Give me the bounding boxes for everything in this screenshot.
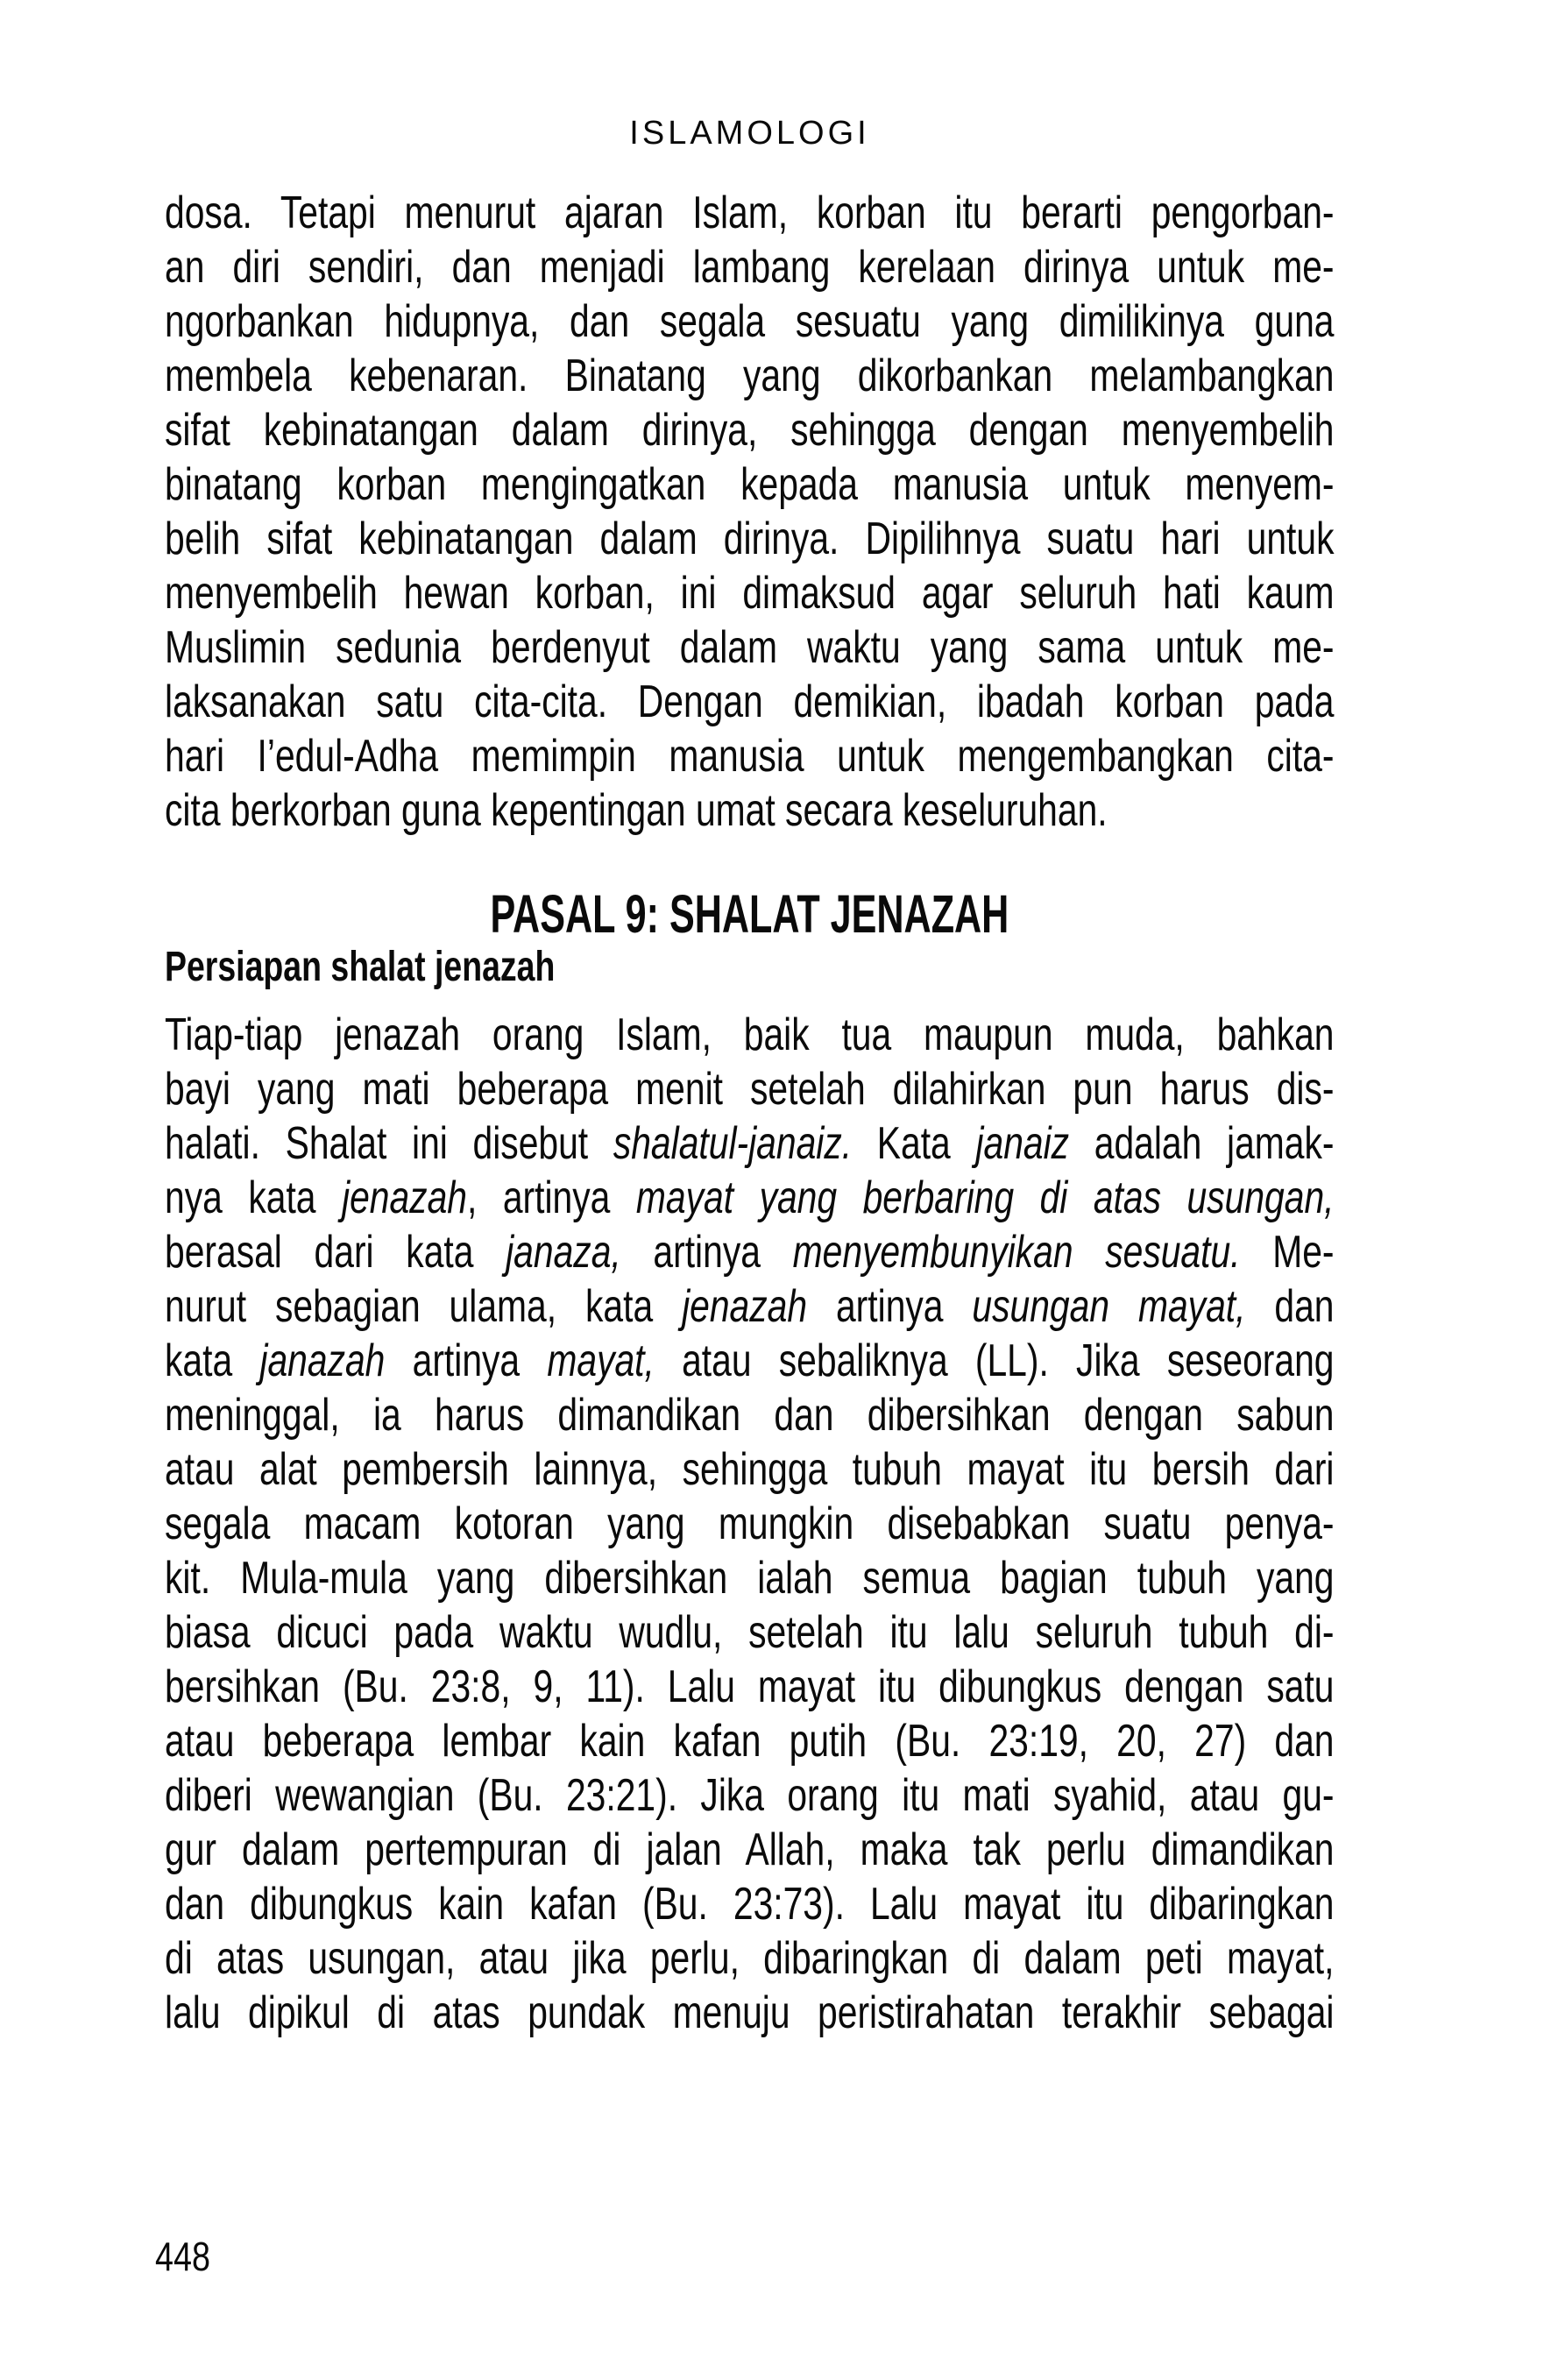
italic-term: janaza, <box>506 1227 621 1278</box>
text-run: binatang korban mengingatkan kepada manusia untuk menyem- <box>165 459 1335 510</box>
text-run: artinya <box>620 1227 793 1278</box>
text-run: Kata <box>852 1118 976 1169</box>
text-line <box>165 566 1335 620</box>
text-run: Muslimin sedunia berdenyut dalam waktu yang sama untuk me- <box>165 622 1335 673</box>
text-run: artinya <box>807 1281 973 1332</box>
text-run: membela kebenaran. Binatang yang dikorbankan melambangkan <box>165 351 1335 401</box>
italic-term: jenazah <box>342 1172 467 1223</box>
text-run: nurut sebagian ulama, kata <box>165 1281 683 1332</box>
text-run: an diri sendiri, dan menjadi lambang kerelaan dirinya untuk me- <box>165 242 1335 293</box>
text-line <box>165 1388 1335 1442</box>
text-line <box>165 1823 1335 1877</box>
text-line <box>165 1334 1335 1388</box>
text-line <box>165 1442 1335 1497</box>
text-run: dan dibungkus kain kafan (Bu. 23:73). Lalu mayat itu dibaringkan <box>165 1879 1335 1930</box>
text-run: cita berkorban guna kepentingan umat secara keseluruhan. <box>165 785 1108 836</box>
text-run: halati. Shalat ini disebut <box>165 1118 613 1169</box>
italic-term: mayat yang berbaring di atas usungan, <box>635 1172 1335 1223</box>
text-run: adalah jamak- <box>1069 1118 1335 1169</box>
text-run: atau beberapa lembar kain kafan putih (Bu. 23:19, 20, 27) dan <box>165 1716 1335 1767</box>
text-run: kata <box>165 1335 260 1386</box>
italic-term: jenazah <box>682 1281 808 1332</box>
text-line <box>165 1171 1335 1225</box>
text-line <box>165 1660 1335 1714</box>
text-run: di atas usungan, atau jika perlu, dibaringkan di dalam peti mayat, <box>165 1933 1335 1984</box>
text-line <box>165 729 1335 783</box>
italic-term: janazah <box>259 1335 386 1386</box>
text-line <box>165 1768 1335 1823</box>
text-line <box>165 403 1335 457</box>
text-run: artinya <box>385 1335 548 1386</box>
text-line <box>165 675 1335 729</box>
text-run: ngorbankan hidupnya, dan segala sesuatu yang dimilikinya guna <box>165 296 1335 347</box>
text-run: diberi wewangian (Bu. 23:21). Jika orang itu mati syahid, atau gu- <box>165 1770 1335 1821</box>
text-line <box>165 783 1335 838</box>
text-run: meninggal, ia harus dimandikan dan dibersihkan dengan sabun <box>165 1390 1335 1441</box>
text-line <box>165 1551 1335 1605</box>
text-run: belih sifat kebinatangan dalam dirinya. Dipilihnya suatu hari untuk <box>165 514 1335 564</box>
subsection-heading: Persiapan shalat jenazah <box>165 944 556 990</box>
text-line <box>165 294 1335 349</box>
running-header: ISLAMOLOGI <box>629 115 870 152</box>
text-run: biasa dicuci pada waktu wudlu, setelah itu lalu seluruh tubuh di- <box>165 1607 1335 1658</box>
text-line <box>165 1986 1335 2040</box>
text-line <box>165 1062 1335 1116</box>
text-line <box>165 1225 1335 1279</box>
text-line <box>165 1605 1335 1660</box>
text-run: laksanakan satu cita-cita. Dengan demikian, ibadah korban pada <box>165 676 1335 727</box>
page-number: 448 <box>155 2234 210 2279</box>
text-line <box>165 512 1335 566</box>
text-line <box>165 1008 1335 1062</box>
text-run: dosa. Tetapi menurut ajaran Islam, korban itu berarti pengorban- <box>165 188 1335 238</box>
text-run: berasal dari kata <box>165 1227 506 1278</box>
text-run: atau alat pembersih lainnya, sehingga tubuh mayat itu bersih dari <box>165 1444 1335 1495</box>
text-run: bersihkan (Bu. 23:8, 9, 11). Lalu mayat itu dibungkus dengan satu <box>165 1661 1335 1712</box>
text-run: bayi yang mati beberapa menit setelah dilahirkan pun harus dis- <box>165 1064 1335 1115</box>
text-line <box>165 1714 1335 1768</box>
body-paragraph-2 <box>165 1008 1335 2040</box>
text-line <box>165 457 1335 512</box>
text-line <box>165 1497 1335 1551</box>
body-paragraph-1 <box>165 186 1335 838</box>
text-run: Tiap-tiap jenazah orang Islam, baik tua maupun muda, bahkan <box>165 1009 1335 1060</box>
text-run: lalu dipikul di atas pundak menuju peristirahatan terakhir sebagai <box>165 1987 1335 2038</box>
italic-term: usungan mayat, <box>972 1281 1246 1332</box>
text-line <box>165 1877 1335 1931</box>
text-run: hari I’edul-Adha memimpin manusia untuk mengembangkan cita- <box>165 731 1335 782</box>
text-line <box>165 620 1335 675</box>
text-line <box>165 186 1335 240</box>
text-line <box>165 1116 1335 1171</box>
text-run: sifat kebinatangan dalam dirinya, sehingga dengan menyembelih <box>165 405 1335 456</box>
section-heading: PASAL 9: SHALAT JENAZAH <box>490 884 1009 944</box>
text-run: atau sebaliknya (LL). Jika seseorang <box>654 1335 1335 1386</box>
text-run: Me- <box>1240 1227 1335 1278</box>
text-line <box>165 1279 1335 1334</box>
text-run: segala macam kotoran yang mungkin disebabkan suatu penya- <box>165 1498 1335 1549</box>
text-line <box>165 349 1335 403</box>
italic-term: shalatul-janaiz. <box>613 1118 853 1169</box>
text-run: dan <box>1245 1281 1335 1332</box>
text-run: gur dalam pertempuran di jalan Allah, maka tak perlu dimandikan <box>165 1824 1335 1875</box>
text-run: nya kata <box>165 1172 343 1223</box>
text-run: menyembelih hewan korban, ini dimaksud agar seluruh hati kaum <box>165 568 1335 619</box>
text-run: kit. Mula-mula yang dibersihkan ialah semua bagian tubuh yang <box>165 1553 1335 1604</box>
italic-term: janaiz <box>975 1118 1070 1169</box>
text-run: , artinya <box>466 1172 636 1223</box>
text-line <box>165 1931 1335 1986</box>
text-line <box>165 240 1335 294</box>
italic-term: mayat, <box>547 1335 655 1386</box>
italic-term: menyembunyikan sesuatu. <box>792 1227 1241 1278</box>
